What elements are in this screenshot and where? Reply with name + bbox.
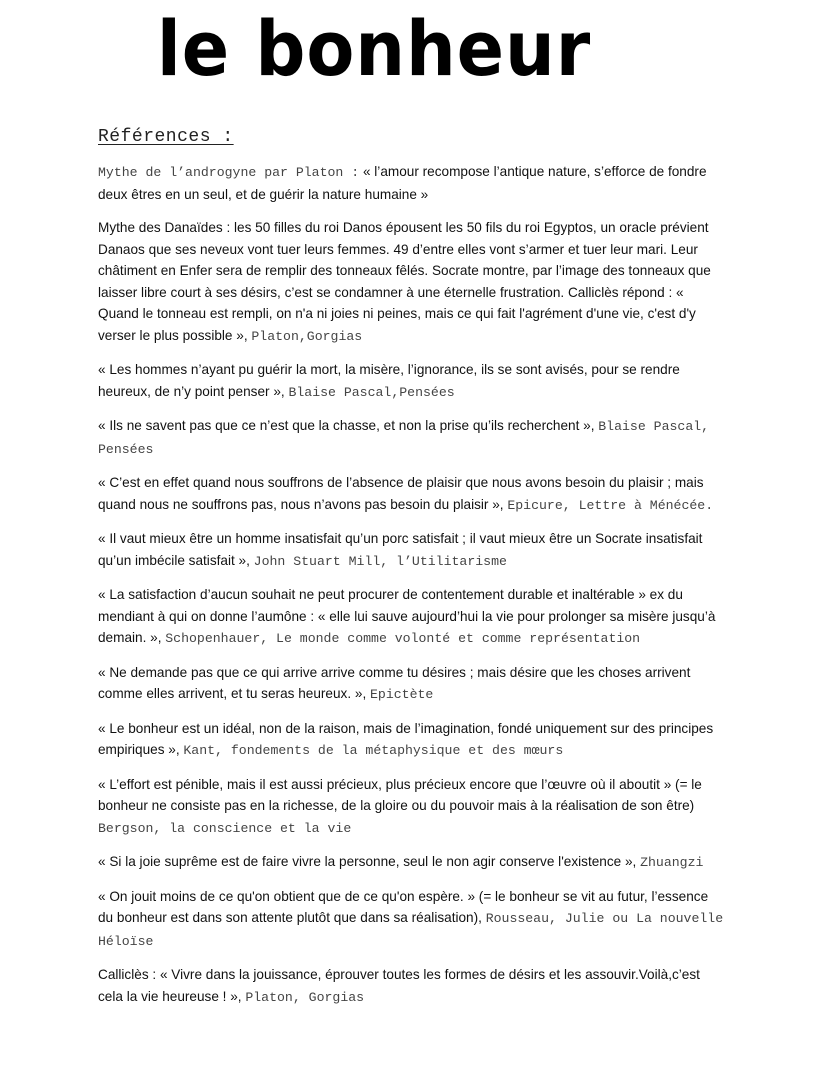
reference-paragraph <box>98 851 724 874</box>
reference-paragraph <box>98 584 724 650</box>
reference-paragraph <box>98 964 724 1008</box>
reference-source: Platon,Gorgias <box>251 328 363 344</box>
reference-text: « Le bonheur est un idéal, non de la raison, mais de l’imagination, fondé uniquement sur des principes empiriques », <box>98 720 714 757</box>
reference-text: Calliclès : « Vivre dans la jouissance, éprouver toutes les formes de désirs et les assouvir.Voilà,c’est cela la vie heureuse ! », <box>98 967 700 1004</box>
reference-text: « Si la joie suprême est de faire vivre la personne, seul le non agir conserve l'existence », <box>98 854 637 869</box>
reference-text: « Ils ne savent pas que ce n’est que la chasse, et non la prise qu’ils recherchent », <box>98 418 595 433</box>
reference-source: Blaise Pascal,Pensées <box>288 384 455 400</box>
reference-text: Mythe des Danaïdes : les 50 filles du roi Danos épousent les 50 fils du roi Egyptos, un oracle prévient Danaos que ses neveux vont tuer leurs femmes. 49 d’entre elles vont s’armer et tuer leur mari. Leur châtiment en Enfer sera de remplir des tonneaux fêlés. Socrate montre, par l’image des tonneaux que laisser libre court à ses désirs, c’est se condamner à une éternelle frustration. Calliclès répond : « Quand le tonneau est rempli, on n'a ni joies ni peines, mais ce qui fait l'agrément d'une vie, c'est d'y verser le plus possible », <box>98 220 711 343</box>
reference-source: Rousseau, Julie ou La nouvelle Héloïse <box>98 911 724 949</box>
reference-paragraph <box>98 472 724 516</box>
reference-text: « La satisfaction d’aucun souhait ne peut procurer de contentement durable et inaltérable » ex du mendiant à qui on donne l’aumône : « elle lui sauve aujourd’hui la vie pour prolonger sa misère jusqu’à demain. », <box>98 587 716 645</box>
references-heading: Références : <box>98 127 234 147</box>
reference-source: Blaise Pascal, Pensées <box>98 419 710 457</box>
reference-paragraph <box>98 359 724 403</box>
reference-text: « Ne demande pas que ce qui arrive arrive comme tu désires ; mais désire que les choses arrivent comme elles arrivent, et tu seras heureux. », <box>98 664 691 701</box>
reference-source: Schopenhauer, Le monde comme volonté et comme représentation <box>165 631 641 646</box>
reference-source: Bergson, la conscience et la vie <box>98 820 352 836</box>
reference-paragraph <box>98 718 724 762</box>
reference-source: Epictète <box>370 687 434 702</box>
reference-source: Kant, fondements de la métaphysique et des mœurs <box>183 743 564 758</box>
reference-paragraph <box>98 217 724 347</box>
reference-text: « Les hommes n’ayant pu guérir la mort, la misère, l’ignorance, ils se sont avisés, pour se rendre heureux, de n’y point penser », <box>98 362 680 399</box>
reference-text: « l’amour recompose l’antique nature, s’efforce de fondre deux êtres en un seul, et de guérir la nature humaine » <box>98 164 707 202</box>
reference-source: John Stuart Mill, l’Utilitarisme <box>253 553 507 569</box>
reference-text: « Il vaut mieux être un homme insatisfait qu’un porc satisfait ; il vaut mieux être un Socrate insatisfait qu’un imbécile satisfait », <box>98 531 703 568</box>
reference-text: « C’est en effet quand nous souffrons de l’absence de plaisir que nous avons besoin du plaisir ; mais quand nous ne souffrons pas, nous n’avons pas besoin du plaisir », <box>98 475 704 512</box>
reference-paragraph <box>98 161 724 205</box>
reference-source: Platon, Gorgias <box>245 989 365 1005</box>
reference-paragraph <box>98 415 724 460</box>
reference-paragraph <box>98 662 724 706</box>
reference-text: « On jouit moins de ce qu'on obtient que de ce qu'on espère. » (= le bonheur se vit au futur, l’essence du bonheur est dans son attente plutôt que dans sa réalisation), <box>98 888 709 925</box>
reference-source: Mythe de l’androgyne par Platon : <box>98 165 360 180</box>
reference-paragraph <box>98 886 724 953</box>
reference-source: Zhuangzi <box>640 855 704 870</box>
reference-text: « L’effort est pénible, mais il est aussi précieux, plus précieux encore que l’œuvre où il aboutit » (= le bonheur ne consiste pas en la richesse, de la gloire ou du pouvoir mais à la réalisation de son être) <box>98 776 702 813</box>
page-title: le bonheur <box>156 4 592 93</box>
reference-paragraph <box>98 528 724 572</box>
reference-source: Epicure, Lettre à Ménécée. <box>507 497 714 513</box>
reference-paragraph <box>98 774 724 840</box>
references-list <box>98 161 724 1020</box>
